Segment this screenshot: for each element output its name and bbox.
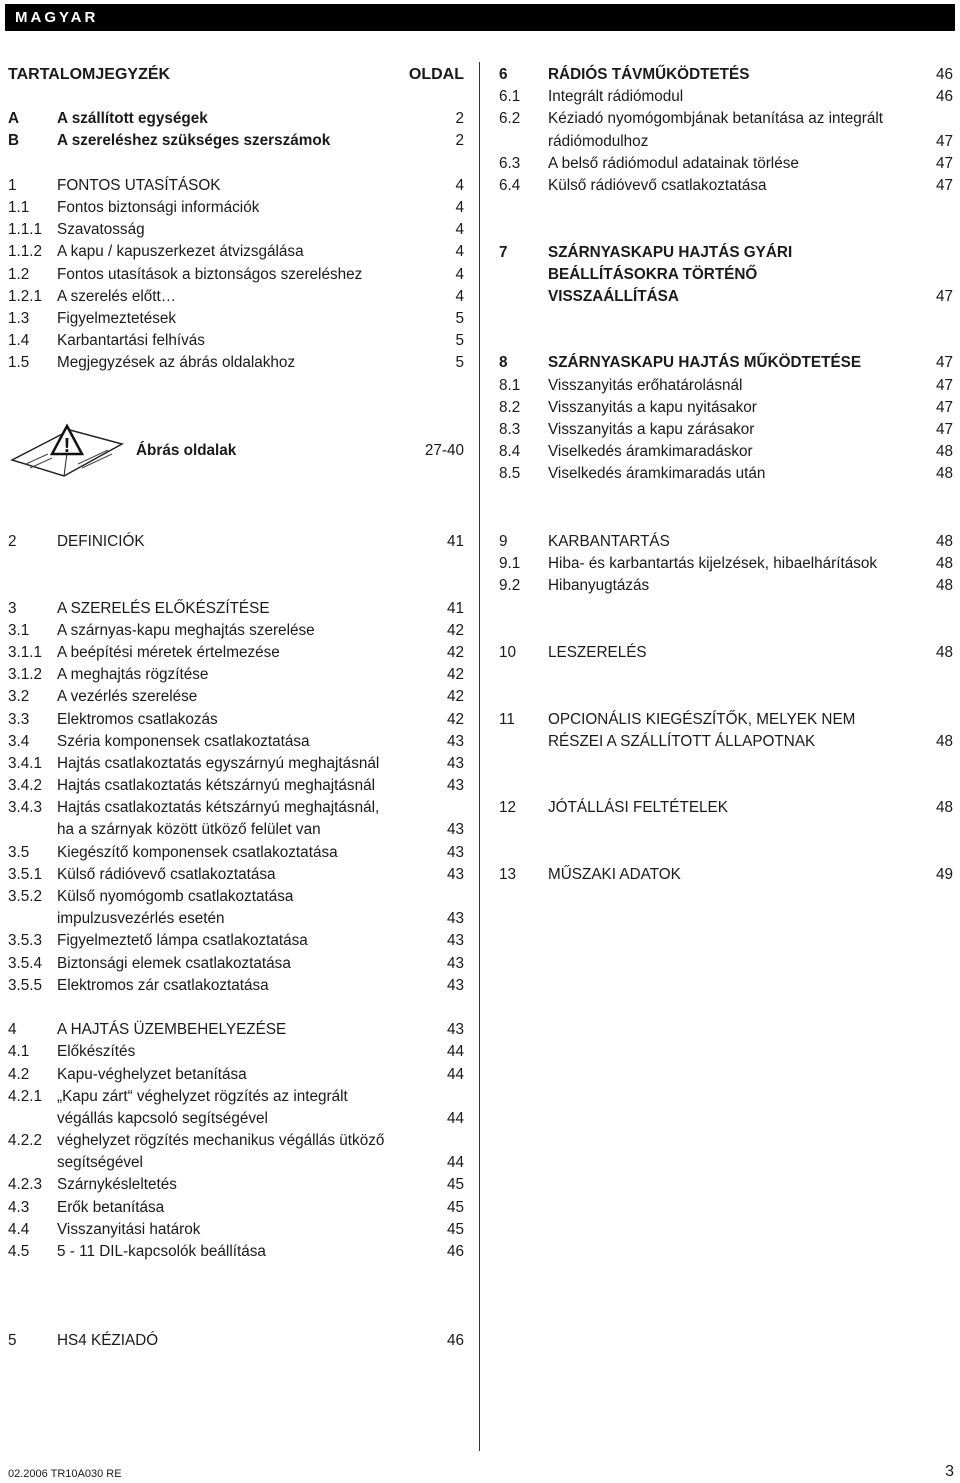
toc-entry-title: Hibanyugtázás [548, 577, 650, 595]
toc-entry [8, 1154, 464, 1176]
toc-entry-number: 1.2 [8, 265, 30, 283]
toc-entry-page: 4 [455, 243, 464, 261]
toc-entry-title: Megjegyzések az ábrás oldalakhoz [57, 354, 296, 372]
toc-entry-number: 3.5.3 [8, 932, 43, 950]
toc-entry-number: 1.4 [8, 332, 30, 350]
toc-entry [8, 110, 464, 132]
toc-entry [8, 844, 464, 866]
toc-entry [8, 221, 464, 243]
language-label: MAGYAR [15, 9, 99, 26]
toc-entry-page: 48 [935, 465, 953, 483]
toc-entry-number: 3.5 [8, 843, 30, 861]
toc-entry-title: A kapu / kapuszerkezet átvizsgálása [57, 243, 304, 261]
toc-entry-title: Hajtás csatlakoztatás kétszárnyú meghajtásnál, [57, 799, 380, 817]
toc-entry-page: 4 [455, 287, 464, 305]
toc-entry-title: A meghajtás rögzítése [57, 666, 209, 684]
toc-entry-number: 2 [8, 533, 17, 550]
toc-entry-page: 48 [935, 643, 953, 661]
toc-entry-title: Viselkedés áramkimaradás után [548, 465, 766, 483]
toc-entry-number: 1.5 [8, 354, 30, 372]
toc-entry [499, 133, 953, 155]
toc-entry [8, 132, 464, 154]
toc-entry-page: 4 [455, 265, 464, 283]
toc-entry [499, 577, 953, 599]
toc-entry-number: 1.1.1 [8, 221, 43, 239]
toc-entry [499, 221, 953, 243]
toc-entry [499, 421, 953, 443]
toc-entry-page: 47 [935, 287, 953, 305]
toc-entry-title: Előkészítés [57, 1043, 136, 1061]
toc-entry [8, 1199, 464, 1221]
toc-entry-page: 45 [446, 1176, 464, 1194]
toc-entry-title: Karbantartási felhívás [57, 332, 205, 350]
toc-entry-page: 46 [935, 88, 953, 106]
toc-entry-number: 3.1 [8, 621, 30, 639]
toc-entry-title: A belső rádiómodul adatainak törlése [548, 154, 799, 172]
toc-entry-title: Külső rádióvevő csatlakoztatása [57, 865, 276, 883]
toc-entry-title: Visszanyitás erőhatárolásnál [548, 376, 743, 394]
toc-entry-page: 43 [446, 777, 464, 795]
toc-entry [8, 177, 464, 199]
toc-entry [499, 666, 953, 688]
toc-entry-title: rádiómodulhoz [548, 132, 649, 150]
toc-entry-number: 9.1 [499, 555, 521, 573]
toc-entry [499, 799, 953, 821]
toc-entry-page: 43 [446, 732, 464, 750]
toc-entry-title: SZÁRNYASKAPU HAJTÁS GYÁRI [548, 243, 793, 261]
toc-entry-number: 12 [499, 799, 517, 817]
toc-entry-title: Hiba- és karbantartás kijelzések, hibaelhárítások [548, 555, 878, 573]
toc-entry-page: 2 [455, 132, 464, 150]
toc-entry-number: 8.2 [499, 398, 521, 416]
toc-entry-page: 47 [935, 154, 953, 172]
toc-entry [499, 844, 953, 866]
toc-entry [8, 622, 464, 644]
toc-entry-number: 3.5.1 [8, 865, 43, 883]
toc-entry-page: 48 [935, 555, 953, 573]
toc-entry-number: 3.3 [8, 710, 30, 728]
toc-entry-title: KARBANTARTÁS [548, 533, 670, 550]
toc-entry [499, 199, 953, 221]
toc-left-top-list [8, 110, 464, 376]
toc-entry-title: OPCIONÁLIS KIEGÉSZÍTŐK, MELYEK NEM [548, 710, 856, 728]
toc-entry [499, 244, 953, 266]
toc-entry-page: 43 [446, 954, 464, 972]
toc-entry-page: 43 [446, 754, 464, 772]
toc-entry [8, 733, 464, 755]
toc-entry-title: A beépítési méretek értelmezése [57, 643, 280, 661]
toc-entry-number: 11 [499, 710, 515, 728]
toc-entry-page: 42 [446, 621, 464, 639]
toc-entry-number: 1 [8, 176, 17, 194]
toc-entry-title: Hajtás csatlakoztatás kétszárnyú meghajtásnál [57, 777, 375, 795]
toc-heading-row [8, 66, 464, 88]
toc-entry [8, 1176, 464, 1198]
toc-entry-number: 4.2 [8, 1065, 30, 1083]
toc-entry-title: A szereléshez szükséges szerszámok [57, 132, 331, 150]
toc-entry-number: 3.5.5 [8, 976, 43, 994]
toc-entry [8, 888, 464, 910]
toc-entry-page: 48 [935, 577, 953, 595]
toc-entry [8, 1021, 464, 1043]
toc-entry [499, 110, 953, 132]
toc-entry-title: Kéziadó nyomógombjának betanítása az integrált [548, 110, 884, 128]
toc-entry-page: 48 [935, 533, 953, 550]
toc-entry-number: 4.1 [8, 1043, 30, 1061]
toc-entry-page: 45 [446, 1220, 464, 1238]
toc-entry-number: 3.4.3 [8, 799, 43, 817]
toc-entry-title: Figyelmeztetések [57, 309, 177, 327]
toc-entry-title: JÓTÁLLÁSI FELTÉTELEK [548, 799, 728, 817]
toc-entry [499, 465, 953, 487]
toc-entry-number: 8.3 [499, 421, 521, 438]
toc-entry-title: ha a szárnyak között ütköző felület van [57, 821, 321, 839]
toc-entry-page: 47 [935, 176, 953, 194]
toc-left-bottom [8, 533, 464, 1354]
toc-entry-title: BEÁLLÍTÁSOKRA TÖRTÉNŐ [548, 265, 758, 283]
toc-entry-page: 47 [935, 132, 953, 150]
page-number: 3 [945, 1463, 954, 1480]
toc-entry-page: 5 [455, 309, 464, 327]
toc-entry-number: 3.4 [8, 732, 30, 750]
toc-entry-title: Erők betanítása [57, 1198, 165, 1216]
toc-entry-number: 8.4 [499, 443, 521, 461]
toc-entry-title: A vezérlés szerelése [57, 688, 198, 706]
toc-entry [8, 1066, 464, 1088]
toc-entry-title: Visszanyitás a kapu zárásakor [548, 421, 755, 438]
toc-entry-number: 8.1 [499, 376, 521, 394]
toc-entry [499, 866, 953, 888]
toc-entry [8, 711, 464, 733]
toc-entry [499, 155, 953, 177]
toc-entry-number: 1.1 [8, 198, 30, 216]
toc-entry [8, 310, 464, 332]
toc-entry [8, 1132, 464, 1154]
toc-entry-number: 7 [499, 243, 508, 261]
toc-left-top [8, 66, 464, 459]
toc-entry [499, 266, 953, 288]
toc-entry-page: 5 [455, 332, 464, 350]
toc-entry [8, 1287, 464, 1309]
toc-entry-page: 44 [446, 1043, 464, 1061]
toc-entry-page: 4 [455, 198, 464, 216]
figure-pages-range: 27-40 [424, 442, 464, 459]
toc-entry [499, 88, 953, 110]
toc-entry-page: 42 [446, 643, 464, 661]
toc-entry-title: LESZERELÉS [548, 643, 647, 661]
toc-entry-title: VISSZAÁLLÍTÁSA [548, 287, 679, 305]
toc-entry-number: 4.2.2 [8, 1132, 43, 1150]
toc-entry-page: 42 [446, 688, 464, 706]
document-code: 02.2006 TR10A030 RE [8, 1468, 122, 1480]
toc-entry-title: Szárnykésleltetés [57, 1176, 177, 1194]
toc-entry [8, 910, 464, 932]
toc-entry [8, 243, 464, 265]
toc-entry-page: 41 [446, 533, 464, 550]
toc-entry [499, 533, 953, 555]
toc-entry-page: 43 [446, 865, 464, 883]
toc-entry-number: 3.1.2 [8, 666, 43, 684]
toc-entry [8, 688, 464, 710]
toc-entry [8, 799, 464, 821]
toc-entry-title: Kiegészítő komponensek csatlakoztatása [57, 843, 338, 861]
toc-entry [499, 821, 953, 843]
toc-entry-page: 43 [446, 1021, 464, 1039]
toc-entry [8, 577, 464, 599]
toc-entry [8, 155, 464, 177]
toc-entry [499, 66, 953, 88]
toc-entry-title: Fontos utasítások a biztonságos szereléshez [57, 265, 363, 283]
toc-entry-number: 8 [499, 354, 508, 372]
toc-entry-title: Figyelmeztető lámpa csatlakoztatása [57, 932, 308, 950]
toc-right-top-list [499, 66, 953, 488]
toc-entry-number: 1.1.2 [8, 243, 43, 261]
toc-entry-number: 1.3 [8, 309, 30, 327]
toc-entry-number: 6 [499, 66, 508, 83]
toc-entry [8, 999, 464, 1021]
toc-entry-number: 6.3 [499, 154, 521, 172]
toc-entry-title: Viselkedés áramkimaradáskor [548, 443, 753, 461]
toc-entry-page: 42 [446, 666, 464, 684]
toc-entry-number: 6.4 [499, 176, 521, 194]
toc-entry-title: RÁDIÓS TÁVMŰKÖDTETÉS [548, 66, 750, 83]
toc-entry-title: A szerelés előtt… [57, 287, 177, 305]
toc-entry-number: 3.4.1 [8, 754, 43, 772]
toc-right-bottom-list [499, 533, 953, 888]
toc-right-top [499, 66, 953, 488]
toc-entry [499, 443, 953, 465]
toc-entry-title: Hajtás csatlakoztatás egyszárnyú meghajtásnál [57, 754, 380, 772]
toc-entry-title: DEFINICIÓK [57, 533, 145, 550]
toc-entry-page: 43 [446, 843, 464, 861]
toc-entry [8, 1088, 464, 1110]
toc-entry [499, 354, 953, 376]
toc-entry-page: 48 [935, 732, 953, 750]
toc-entry-title: A szállított egységek [57, 110, 208, 128]
toc-entry-title: „Kapu zárt“ véghelyzet rögzítés az integrált [57, 1087, 348, 1105]
toc-entry [8, 1110, 464, 1132]
toc-entry-number: 8.5 [499, 465, 521, 483]
toc-entry-page: 4 [455, 221, 464, 239]
svg-text:!: ! [63, 435, 71, 457]
toc-entry-title: Elektromos zár csatlakoztatása [57, 976, 269, 994]
toc-entry-number: 9 [499, 533, 508, 550]
toc-entry-page: 48 [935, 799, 953, 817]
toc-entry [499, 777, 953, 799]
toc-entry-title: FONTOS UTASÍTÁSOK [57, 176, 221, 194]
toc-entry-number: 10 [499, 643, 517, 661]
toc-entry-number: 3.2 [8, 688, 30, 706]
toc-entry [8, 533, 464, 555]
language-header-bar [5, 4, 955, 31]
toc-entry-title: RÉSZEI A SZÁLLÍTOTT ÁLLAPOTNAK [548, 732, 816, 750]
toc-entry [8, 1243, 464, 1265]
toc-entry [8, 354, 464, 376]
toc-entry-page: 42 [446, 710, 464, 728]
toc-entry [499, 332, 953, 354]
toc-entry-page: 5 [455, 354, 464, 372]
toc-entry-number: A [8, 110, 20, 128]
toc-left-bottom-list [8, 533, 464, 1354]
toc-entry-title: segítségével [57, 1154, 143, 1172]
toc-entry [8, 755, 464, 777]
toc-entry [499, 755, 953, 777]
toc-entry [8, 199, 464, 221]
toc-entry [8, 977, 464, 999]
toc-entry-page: 47 [935, 421, 953, 438]
toc-entry [8, 1310, 464, 1332]
toc-entry-page: 48 [935, 443, 953, 461]
toc-entry-number: 1.2.1 [8, 287, 43, 305]
toc-entry-number: 13 [499, 865, 517, 883]
toc-entry-number: 4.4 [8, 1220, 30, 1238]
toc-entry-title: HS4 KÉZIADÓ [57, 1331, 159, 1349]
toc-entry-title: A szárnyas-kapu meghajtás szerelése [57, 621, 315, 639]
toc-entry-number: 4.2.1 [8, 1087, 43, 1105]
toc-entry-page: 47 [935, 354, 953, 372]
toc-entry [8, 600, 464, 622]
toc-entry [8, 332, 464, 354]
toc-entry [8, 288, 464, 310]
toc-entry-number: 5 [8, 1331, 17, 1349]
toc-entry-number: B [8, 132, 20, 150]
toc-entry-page: 43 [446, 910, 464, 928]
toc-entry [499, 288, 953, 310]
toc-entry-title: SZÁRNYASKAPU HAJTÁS MŰKÖDTETÉSE [548, 354, 862, 372]
toc-entry [499, 622, 953, 644]
toc-entry-title: Külső rádióvevő csatlakoztatása [548, 176, 767, 194]
toc-entry-title: Visszanyitási határok [57, 1220, 201, 1238]
toc-entry-page: 46 [446, 1331, 464, 1349]
figure-pages-label: Ábrás oldalak [136, 442, 237, 459]
toc-entry-page: 43 [446, 932, 464, 950]
toc-entry [499, 688, 953, 710]
toc-entry [499, 644, 953, 666]
toc-entry-page: 46 [446, 1243, 464, 1260]
toc-entry [8, 1265, 464, 1287]
toc-entry-page: 47 [935, 376, 953, 394]
toc-entry-title: impulzusvezérlés esetén [57, 910, 225, 928]
toc-entry [8, 1043, 464, 1065]
toc-entry-title: Biztonsági elemek csatlakoztatása [57, 954, 291, 972]
toc-entry [8, 777, 464, 799]
toc-entry-page: 44 [446, 1154, 464, 1172]
toc-entry-title: A HAJTÁS ÜZEMBEHELYEZÉSE [57, 1021, 287, 1039]
toc-entry-title: Kapu-véghelyzet betanítása [57, 1065, 247, 1083]
toc-entry-page: 43 [446, 821, 464, 839]
toc-entry-title: Fontos biztonsági információk [57, 198, 260, 216]
toc-entry [499, 310, 953, 332]
toc-entry [8, 866, 464, 888]
toc-entry [8, 932, 464, 954]
toc-entry-title: Külső nyomógomb csatlakoztatása [57, 888, 294, 905]
toc-entry [8, 821, 464, 843]
toc-entry-number: 3.1.1 [8, 643, 43, 661]
toc-entry-page: 45 [446, 1198, 464, 1216]
toc-entry-page: 46 [935, 66, 953, 83]
toc-entry [8, 955, 464, 977]
toc-entry-number: 3.5.4 [8, 954, 43, 972]
toc-entry-title: véghelyzet rögzítés mechanikus végállás ütköző [57, 1132, 385, 1150]
toc-entry-page: 2 [455, 110, 464, 128]
toc-entry [499, 733, 953, 755]
toc-entry-title: A SZERELÉS ELŐKÉSZÍTÉSE [57, 599, 270, 617]
toc-entry [8, 644, 464, 666]
toc-entry-number: 3.4.2 [8, 777, 43, 795]
toc-heading: TARTALOMJEGYZÉK [8, 66, 171, 83]
column-divider [479, 62, 480, 1451]
toc-right-bottom [499, 533, 953, 888]
figure-pages-row [8, 420, 464, 486]
toc-entry [8, 266, 464, 288]
toc-entry [499, 555, 953, 577]
toc-entry-title: Integrált rádiómodul [548, 88, 684, 106]
toc-entry [8, 1221, 464, 1243]
toc-entry [499, 600, 953, 622]
toc-entry [8, 555, 464, 577]
toc-entry-title: Széria komponensek csatlakoztatása [57, 732, 310, 750]
toc-entry-number: 6.2 [499, 110, 521, 128]
toc-entry-number: 4 [8, 1021, 17, 1039]
toc-entry [499, 177, 953, 199]
toc-entry-number: 4.5 [8, 1243, 30, 1260]
toc-entry-number: 3.5.2 [8, 888, 43, 905]
toc-entry-number: 9.2 [499, 577, 521, 595]
toc-entry-page: 49 [935, 865, 953, 883]
toc-entry [8, 666, 464, 688]
toc-entry [499, 399, 953, 421]
toc-entry-title: Elektromos csatlakozás [57, 710, 218, 728]
toc-entry-page: 47 [935, 398, 953, 416]
toc-page-column-heading: OLDAL [408, 66, 464, 83]
toc-entry-number: 4.3 [8, 1198, 30, 1216]
toc-entry-page: 4 [455, 176, 464, 194]
toc-entry [499, 711, 953, 733]
toc-entry-title: Visszanyitás a kapu nyitásakor [548, 398, 757, 416]
toc-entry-title: MŰSZAKI ADATOK [548, 865, 681, 883]
toc-entry-page: 44 [446, 1065, 464, 1083]
toc-entry [499, 377, 953, 399]
toc-entry-page: 41 [446, 599, 464, 617]
toc-entry-title: végállás kapcsoló segítségével [57, 1109, 268, 1127]
toc-entry-page: 43 [446, 976, 464, 994]
toc-entry-number: 3 [8, 599, 17, 617]
toc-entry-title: Szavatosság [57, 221, 145, 239]
toc-entry-number: 4.2.3 [8, 1176, 43, 1194]
toc-entry-page: 44 [446, 1109, 464, 1127]
toc-entry-title: 5 - 11 DIL-kapcsolók beállítása [57, 1243, 266, 1260]
toc-entry-number: 6.1 [499, 88, 521, 106]
warning-manual-icon [8, 420, 126, 480]
toc-entry [8, 1332, 464, 1354]
